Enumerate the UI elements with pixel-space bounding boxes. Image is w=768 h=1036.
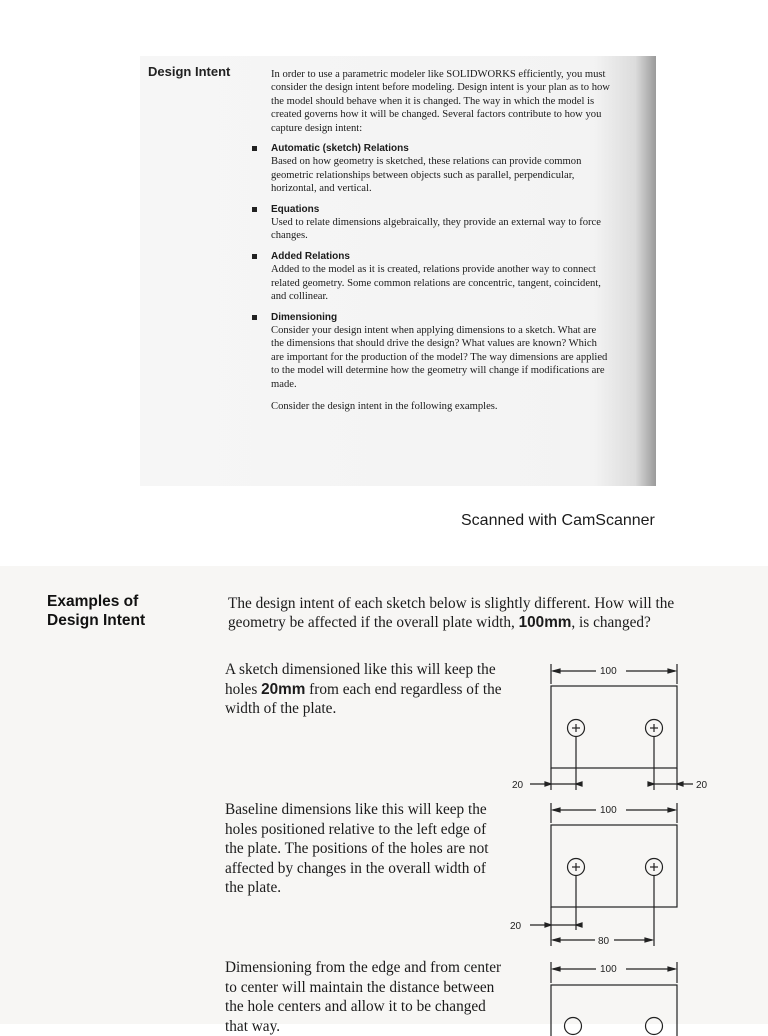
bullet-square-icon [252, 254, 257, 259]
bullet-square-icon [252, 146, 257, 151]
bullet-item [271, 203, 611, 243]
bullet-item [271, 250, 611, 304]
bullet-text: Consider your design intent when applying dimensions to a sketch. What are the dimensions that should drive the design? What values are known? Which are important for the production of the model? The way dimensions are applied to the model will determine how the geometry will change if modifications are made. [271, 324, 608, 390]
example-text: from each end regardless of the width of the plate. [225, 680, 502, 717]
example-3-text: Dimensioning from the edge and from center to center will maintain the distance between the hole centers and allow it to be changed that way. [225, 959, 502, 1035]
dim-left-20: 20 [512, 780, 524, 791]
dim-right-20: 20 [696, 780, 708, 791]
bullet-text: Used to relate dimensions algebraically, they provide an external way to force changes. [271, 217, 601, 242]
example-2-text: Baseline dimensions like this will keep the holes positioned relative to the left edge of the plate. The positions of the holes are not affected by changes in the overall width of the plate. [225, 801, 489, 896]
camscanner-watermark: Scanned with CamScanner [461, 512, 655, 529]
dim-spacing-80: 80 [598, 936, 610, 947]
bullet-square-icon [252, 315, 257, 320]
bullet-item [271, 142, 611, 196]
examples-intro [228, 594, 708, 632]
example-1-text [225, 660, 515, 719]
heading-line: Examples of [47, 593, 139, 610]
intro-text: The design intent of each sketch below is slightly different. How will the geometry be affected if the overall plate width, [228, 595, 675, 631]
closing-sentence: Consider the design intent in the following examples. [271, 400, 498, 412]
bullet-item [271, 311, 611, 391]
intro-paragraph: In order to use a parametric modeler like SOLIDWORKS efficiently, you must consider the design intent before modeling. Design intent is your plan as to how the model should behave when it is changed. The way in which the model is created governs how it will be changed. Several factors contribute to how you capture design intent: [271, 69, 610, 134]
bullet-title: Dimensioning [271, 311, 338, 323]
design-intent-body [271, 68, 611, 413]
heading-line: Design Intent [47, 612, 146, 629]
intro-text: , is changed? [571, 614, 651, 631]
bullet-square-icon [252, 207, 257, 212]
section-heading-design-intent: Design Intent [148, 64, 231, 79]
bullet-title: Automatic (sketch) Relations [271, 143, 409, 155]
section-heading-examples [47, 592, 197, 630]
dim-top-100: 100 [600, 805, 617, 816]
bullet-text: Added to the model as it is created, relations provide another way to connect related geometry. Some common relations are concentric, tangent, coincident, and collinear. [271, 264, 601, 303]
example-bold: 20mm [261, 680, 306, 698]
dim-left-20: 20 [510, 921, 522, 932]
dim-top-100: 100 [600, 964, 617, 975]
example-text: A sketch dimensioned like this will keep the holes [225, 661, 496, 698]
intro-bold: 100mm [518, 614, 572, 631]
dim-top-100: 100 [600, 666, 617, 677]
scanned-page-bottom [0, 566, 768, 1024]
bullet-text: Based on how geometry is sketched, these relations can provide common geometric relationships between objects such as parallel, perpendicular, horizontal, and vertical. [271, 156, 582, 195]
bullet-title: Added Relations [271, 250, 350, 262]
bullet-title: Equations [271, 203, 320, 215]
